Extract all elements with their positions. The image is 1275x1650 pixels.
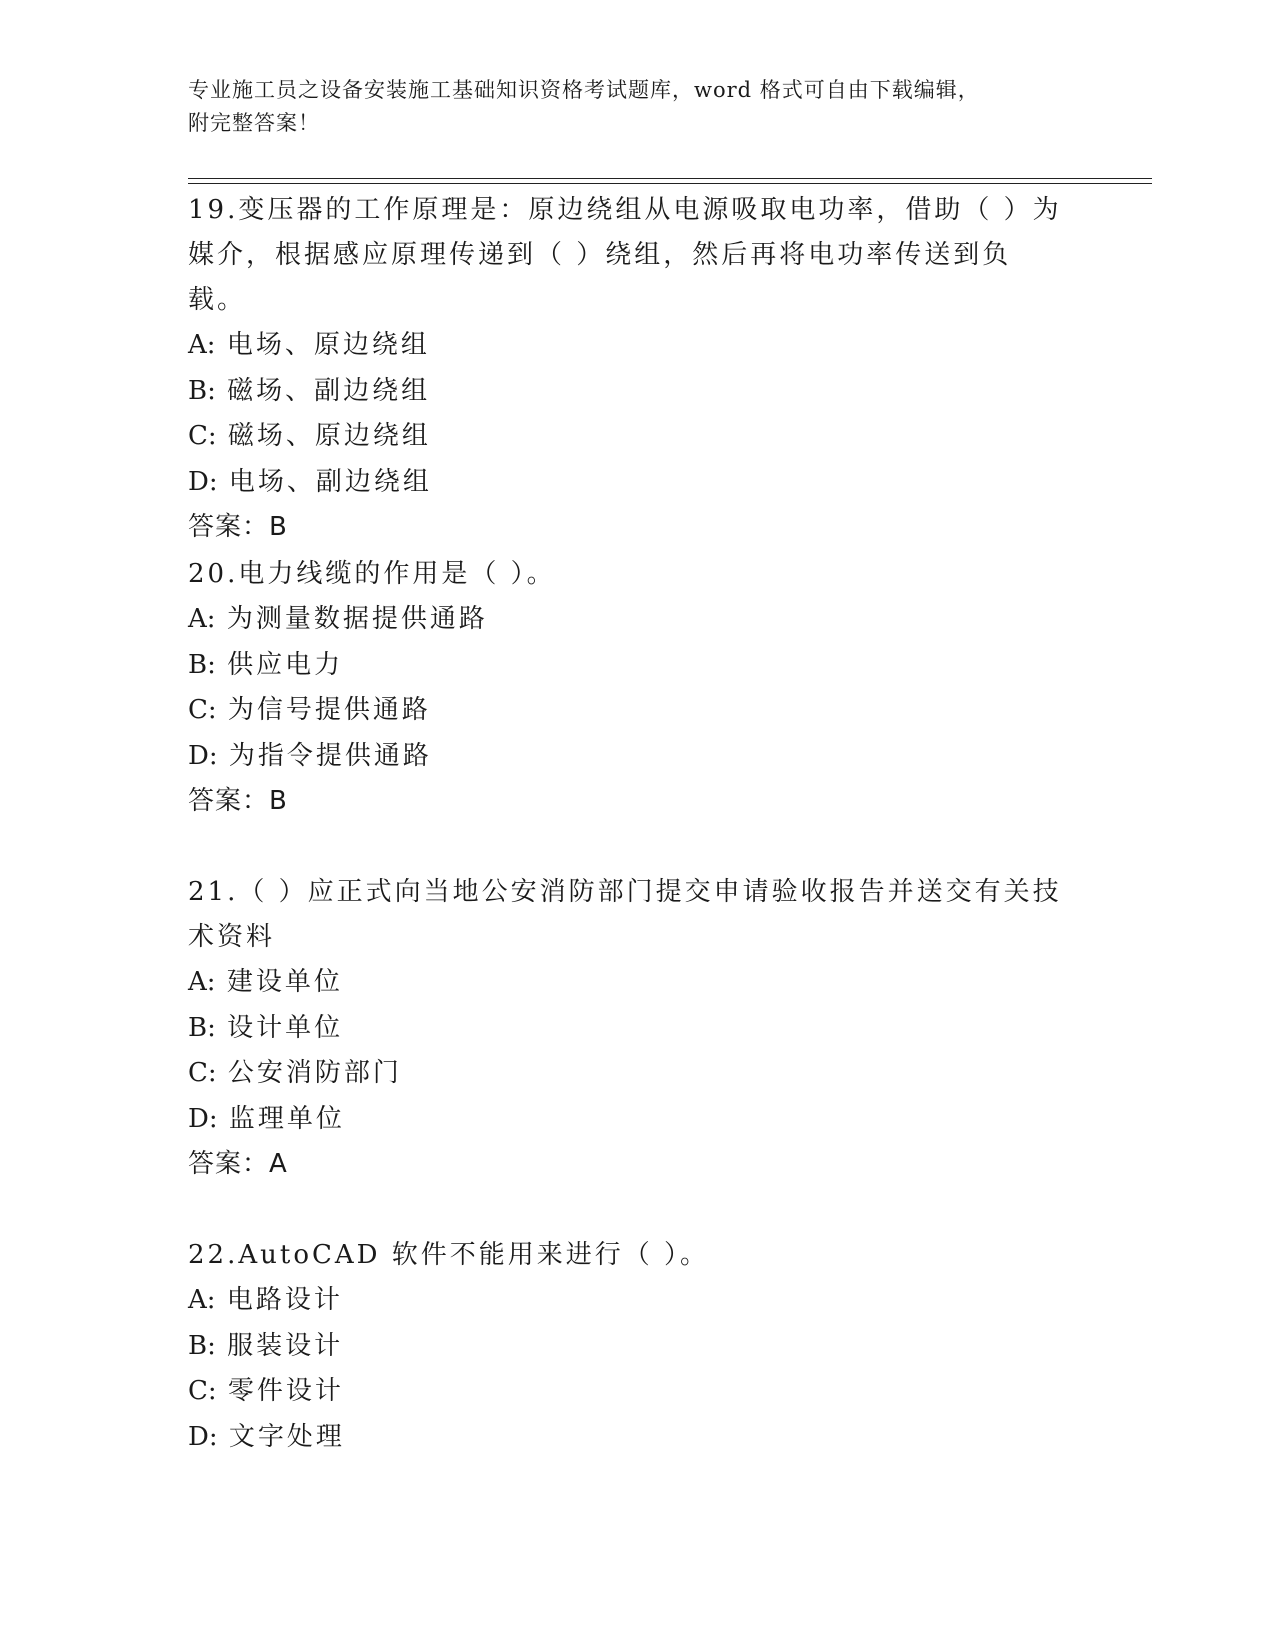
question-22 xyxy=(188,1233,1068,1460)
question-stem-line: 20.电力线缆的作用是（ ）。 xyxy=(188,559,556,589)
option-text: 设计单位 xyxy=(227,1012,344,1043)
option-letter: C: xyxy=(188,695,217,725)
option-text: 建设单位 xyxy=(226,967,343,997)
option-a xyxy=(188,597,1068,643)
question-stem-line: 22.AutoCAD 软件不能用来进行（ ）。 xyxy=(188,1240,710,1270)
option-b xyxy=(188,369,1068,415)
option-text: 电场、原边绕组 xyxy=(226,330,430,360)
option-b xyxy=(188,643,1068,689)
option-letter: C: xyxy=(188,1376,217,1406)
option-text: 零件设计 xyxy=(227,1376,344,1406)
option-text: 磁场、原边绕组 xyxy=(227,421,431,451)
option-text: 为指令提供通路 xyxy=(228,740,432,771)
answer-line: 答案：A xyxy=(188,1149,288,1179)
option-text: 监理单位 xyxy=(228,1103,345,1134)
option-letter: C: xyxy=(188,421,217,451)
option-letter: B: xyxy=(188,649,216,680)
option-a xyxy=(188,960,1068,1006)
document-header xyxy=(188,74,1068,140)
option-b xyxy=(188,1006,1068,1052)
question-stem-line: 21.（ ）应正式向当地公安消防部门提交申请验收报告并送交有关技 xyxy=(188,877,1062,907)
option-text: 电场、副边绕组 xyxy=(228,466,432,497)
question-stem-line: 19.变压器的工作原理是：原边绕组从电源吸取电功率，借助（ ）为 xyxy=(188,195,1062,225)
option-c xyxy=(188,414,1068,460)
option-c xyxy=(188,1051,1068,1097)
option-c xyxy=(188,688,1068,734)
option-d xyxy=(188,734,1068,780)
option-letter: C: xyxy=(188,1058,217,1088)
option-letter: A: xyxy=(188,967,216,997)
option-letter: D: xyxy=(188,740,218,771)
option-text: 服装设计 xyxy=(227,1330,344,1361)
question-stem-line: 媒介，根据感应原理传递到（ ）绕组，然后再将电功率传送到负载。 xyxy=(188,240,1012,315)
option-letter: A: xyxy=(188,604,216,634)
question-stem-line: 术资料 xyxy=(188,922,276,952)
question-19 xyxy=(188,188,1068,550)
option-text: 电路设计 xyxy=(226,1285,343,1315)
header-line-1: 专业施工员之设备安装施工基础知识资格考试题库，word 格式可自由下载编辑， xyxy=(188,78,980,102)
option-d xyxy=(188,460,1068,506)
option-letter: B: xyxy=(188,1012,216,1043)
option-a xyxy=(188,323,1068,369)
option-text: 供应电力 xyxy=(227,649,344,680)
option-a xyxy=(188,1278,1068,1324)
question-20 xyxy=(188,552,1068,824)
answer-line: 答案：B xyxy=(188,512,288,542)
option-letter: B: xyxy=(188,1330,216,1361)
option-text: 磁场、副边绕组 xyxy=(227,375,431,406)
option-letter: A: xyxy=(188,1285,216,1315)
question-21 xyxy=(188,870,1068,1187)
option-text: 公安消防部门 xyxy=(227,1058,402,1088)
option-text: 文字处理 xyxy=(228,1421,345,1452)
option-letter: D: xyxy=(188,1103,218,1134)
answer-line: 答案：B xyxy=(188,786,288,816)
header-line-2: 附完整答案！ xyxy=(188,111,320,135)
option-d xyxy=(188,1415,1068,1461)
option-d xyxy=(188,1097,1068,1143)
option-letter: D: xyxy=(188,1421,218,1452)
option-text: 为测量数据提供通路 xyxy=(226,604,488,634)
header-divider-bottom xyxy=(188,183,1152,184)
option-letter: B: xyxy=(188,375,216,406)
option-letter: A: xyxy=(188,330,216,360)
header-divider-top xyxy=(188,178,1152,179)
option-text: 为信号提供通路 xyxy=(227,695,431,725)
option-letter: D: xyxy=(188,466,218,497)
option-b xyxy=(188,1324,1068,1370)
option-c xyxy=(188,1369,1068,1415)
